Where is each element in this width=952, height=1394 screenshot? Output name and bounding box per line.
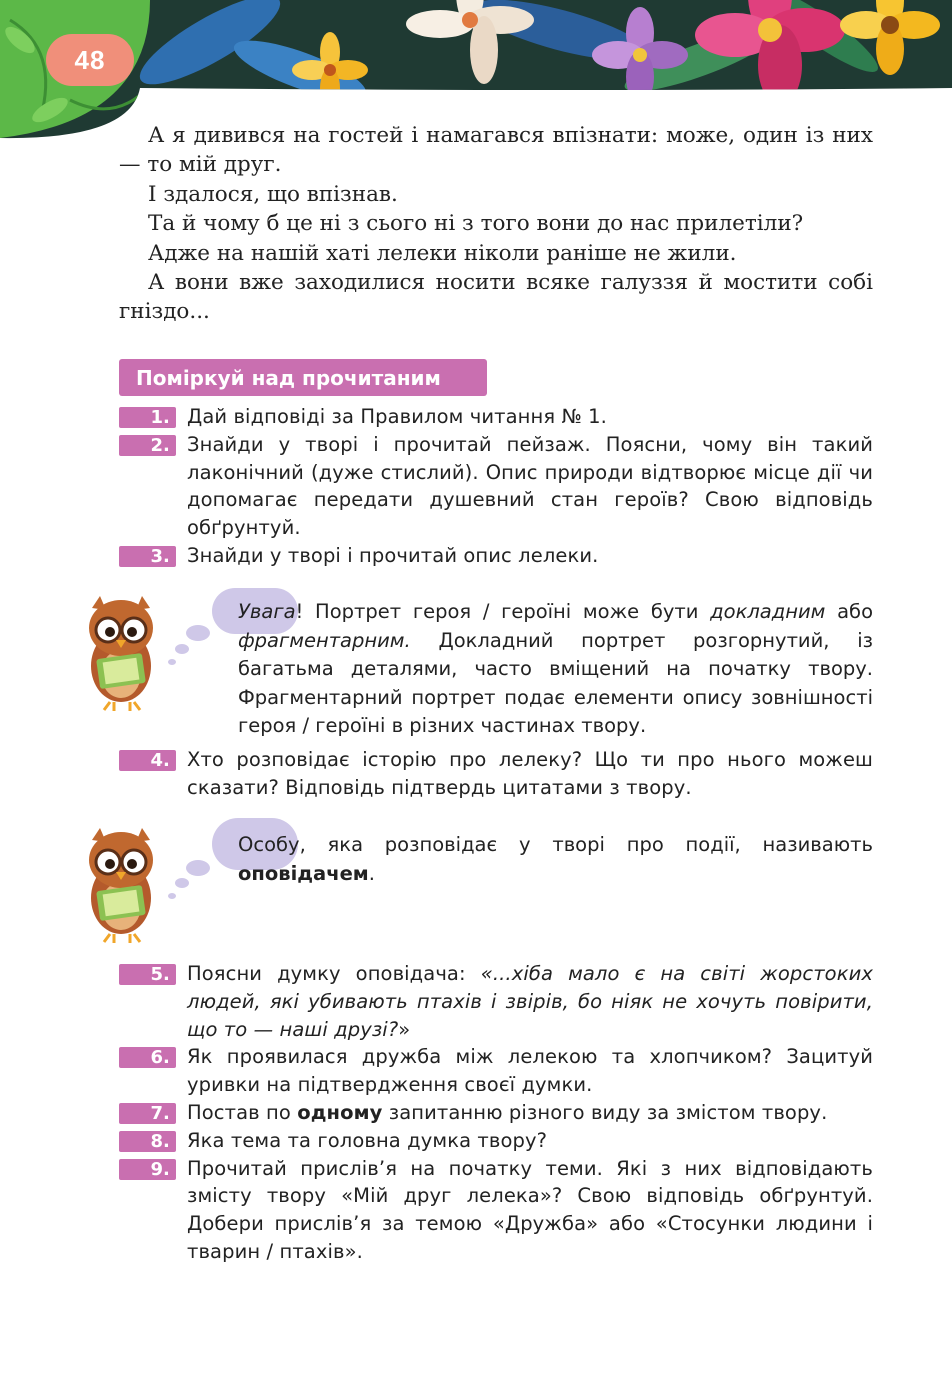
question-text: Прочитай прислів’я на початку теми. Які з них відповідають змісту твору «Мій друг лелека»? Свою відповідь обґрунтуй. Добери прислів’я за темою «Дружба» або «Стосунки людини і тварин / птахів». [187,1156,873,1263]
question-number: 6. [119,1047,176,1068]
question-item [119,1043,873,1099]
question-text: Знайди у творі і прочитай опис лелеки. [187,543,599,567]
info-term: докладним [710,600,826,623]
story-paragraph: А я дивився на гостей і намагався впізнати: може, один із них — то мій друг. [119,123,873,178]
info-term: оповідачем [238,861,369,885]
question-item [119,960,873,1043]
question-text: Постав по [187,1100,298,1124]
question-quote: «...хіба мало є на світі жорстоких людей, які убивають птахів і звірів, бо ніяк не хочуть повірити, що то — наші друзі? [187,962,873,1041]
info-text: . [368,861,375,885]
question-item [119,1155,873,1266]
question-list-b [119,746,873,802]
info-text: ! Портрет героя / героїні може бути [295,600,711,623]
story-paragraph: Та й чому б це ні з сього ні з того вони до нас прилетіли? [148,211,804,237]
question-number: 2. [119,435,176,456]
question-number: 5. [119,964,176,985]
question-text: Поясни думку оповідача: [187,962,481,985]
info-attention-word: Увага [238,600,296,623]
question-list-c [119,960,873,1266]
question-item [119,1127,873,1155]
question-number: 7. [119,1103,176,1124]
question-number: 4. [119,750,176,771]
question-text: » [398,1017,411,1041]
story-paragraph: І здалося, що впізнав. [148,181,398,207]
question-text: Хто розповідає історію про лелеку? Що ти про нього можеш сказати? Відповідь підтвердь цитатами з твору. [187,748,873,799]
question-text: запитанню різного виду за змістом твору. [382,1100,828,1124]
story-paragraph: Адже на нашій хаті лелеки ніколи раніше не жили. [148,240,737,266]
owl-reading-icon [80,594,162,712]
question-item [119,403,873,431]
story-paragraph: А вони вже заходилися носити всяке галуззя й мостити собі гніздо... [119,270,873,325]
info-text: Особу, яка розповідає у творі про події, називають [238,833,873,856]
question-number: 9. [119,1159,176,1180]
story-text [119,121,873,327]
info-box-narrator [238,831,873,888]
info-text: або [825,600,874,623]
question-number: 3. [119,546,176,567]
owl-reading-icon [80,826,162,944]
question-text: Як проявилася дружба між лелекою та хлопчиком? Зацитуй уривки на підтвердження своєї думки. [187,1045,873,1097]
question-item [119,431,873,542]
question-item [119,1099,873,1127]
section-title: Поміркуй над прочитаним [119,359,487,396]
info-text: Докладний портрет розгорнутий, із багатьма деталями, часто вміщений на початку твору. Фрагментарний портрет подає елементи опису зовнішності героя / героїні в різних частинах твору. [238,628,873,738]
question-number: 1. [119,407,176,428]
page-number: 48 [46,34,134,86]
question-emphasis: одному [297,1100,383,1124]
question-number: 8. [119,1131,176,1152]
info-term: фрагментарним. [238,628,411,652]
question-list-a [119,403,873,570]
question-text: Яка тема та головна думка твору? [187,1128,548,1152]
question-text: Знайди у творі і прочитай пейзаж. Поясни, чому він такий лаконічний (дуже стислий). Опис природи відтворює місце дії чи допомагає передати душевний стан героїв? Свою відповідь обґрунтуй. [187,432,873,540]
info-box-portrait [238,598,873,741]
question-item [119,542,873,570]
question-item [119,746,873,802]
question-text: Дай відповіді за Правилом читання № 1. [187,405,607,428]
